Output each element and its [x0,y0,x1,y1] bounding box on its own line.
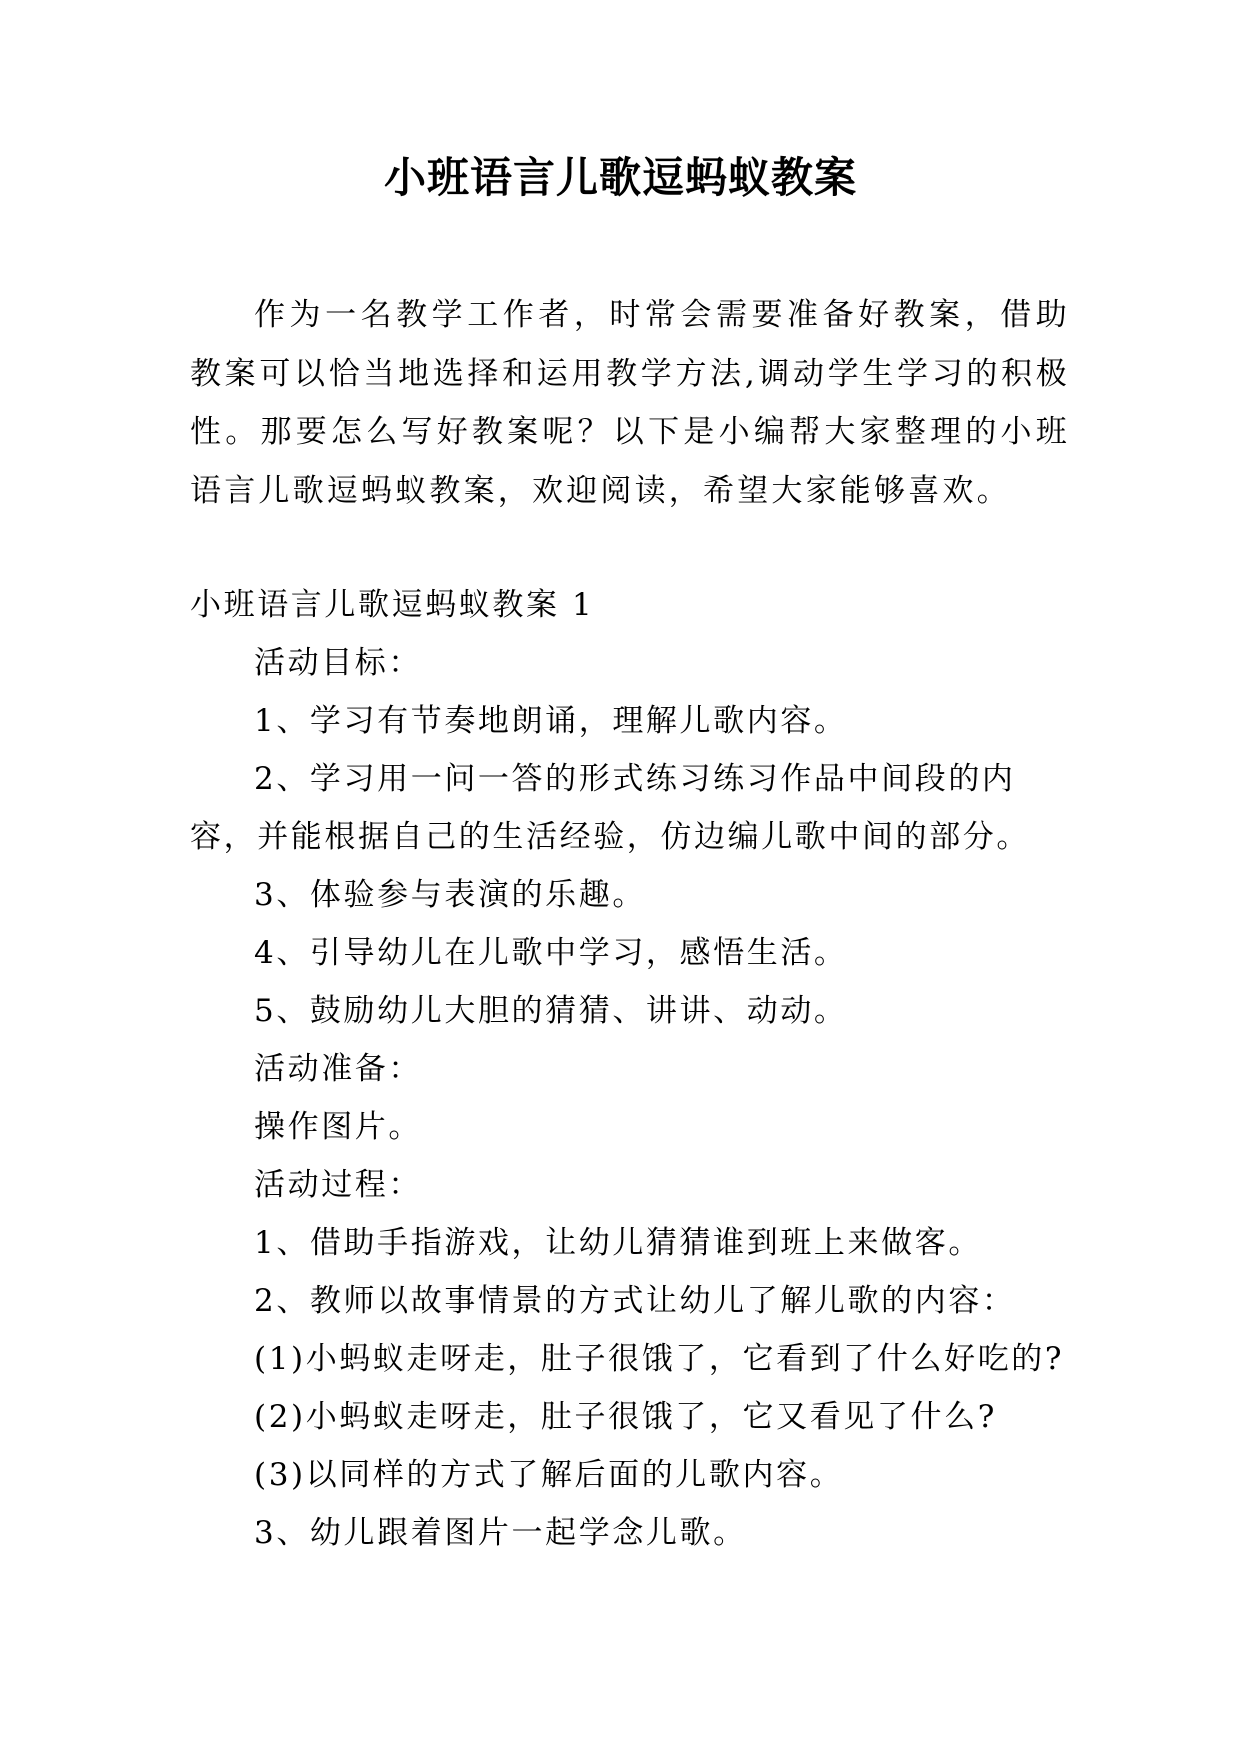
section-heading: 小班语言儿歌逗蚂蚁教案 1 [190,587,595,623]
objective-item: 2、学习用一问一答的形式练习练习作品中间段的内容，并能根据自己的生活经验，仿边编儿歌中间的部分。 [190,761,1030,855]
process-item: 1、借助手指游戏，让幼儿猜猜谁到班上来做客。 [254,1225,982,1261]
objective-item: 4、引导幼儿在儿歌中学习，感悟生活。 [254,935,848,971]
process-heading: 活动过程： [254,1167,422,1203]
process-item: 2、教师以故事情景的方式让幼儿了解儿歌的内容： [254,1283,1016,1319]
objective-item: 3、体验参与表演的乐趣。 [254,877,646,913]
process-item: 3、幼儿跟着图片一起学念儿歌。 [254,1515,747,1551]
process-subitem: (2)小蚂蚁走呀走，肚子很饿了，它又看见了什么? [254,1399,997,1435]
document-title: 小班语言儿歌逗蚂蚁教案 [383,153,857,202]
lesson-body [190,576,1080,1562]
preparation-item: 操作图片。 [254,1109,422,1145]
objective-item: 1、学习有节奏地朗诵，理解儿歌内容。 [254,703,848,739]
process-subitem: (1)小蚂蚁走呀走，肚子很饿了，它看到了什么好吃的? [254,1341,1065,1377]
preparation-heading: 活动准备： [254,1051,422,1087]
objective-item: 5、鼓励幼儿大胆的猜猜、讲讲、动动。 [254,993,848,1029]
objectives-heading: 活动目标： [254,645,422,681]
process-subitem: (3)以同样的方式了解后面的儿歌内容。 [254,1457,844,1493]
intro-paragraph: 作为一名教学工作者，时常会需要准备好教案，借助教案可以恰当地选择和运用教学方法,调动学生学习的积极性。那要怎么写好教案呢？以下是小编帮大家整理的小班语言儿歌逗蚂蚁教案，欢迎阅读，希望大家能够喜欢。 [190,297,1070,509]
